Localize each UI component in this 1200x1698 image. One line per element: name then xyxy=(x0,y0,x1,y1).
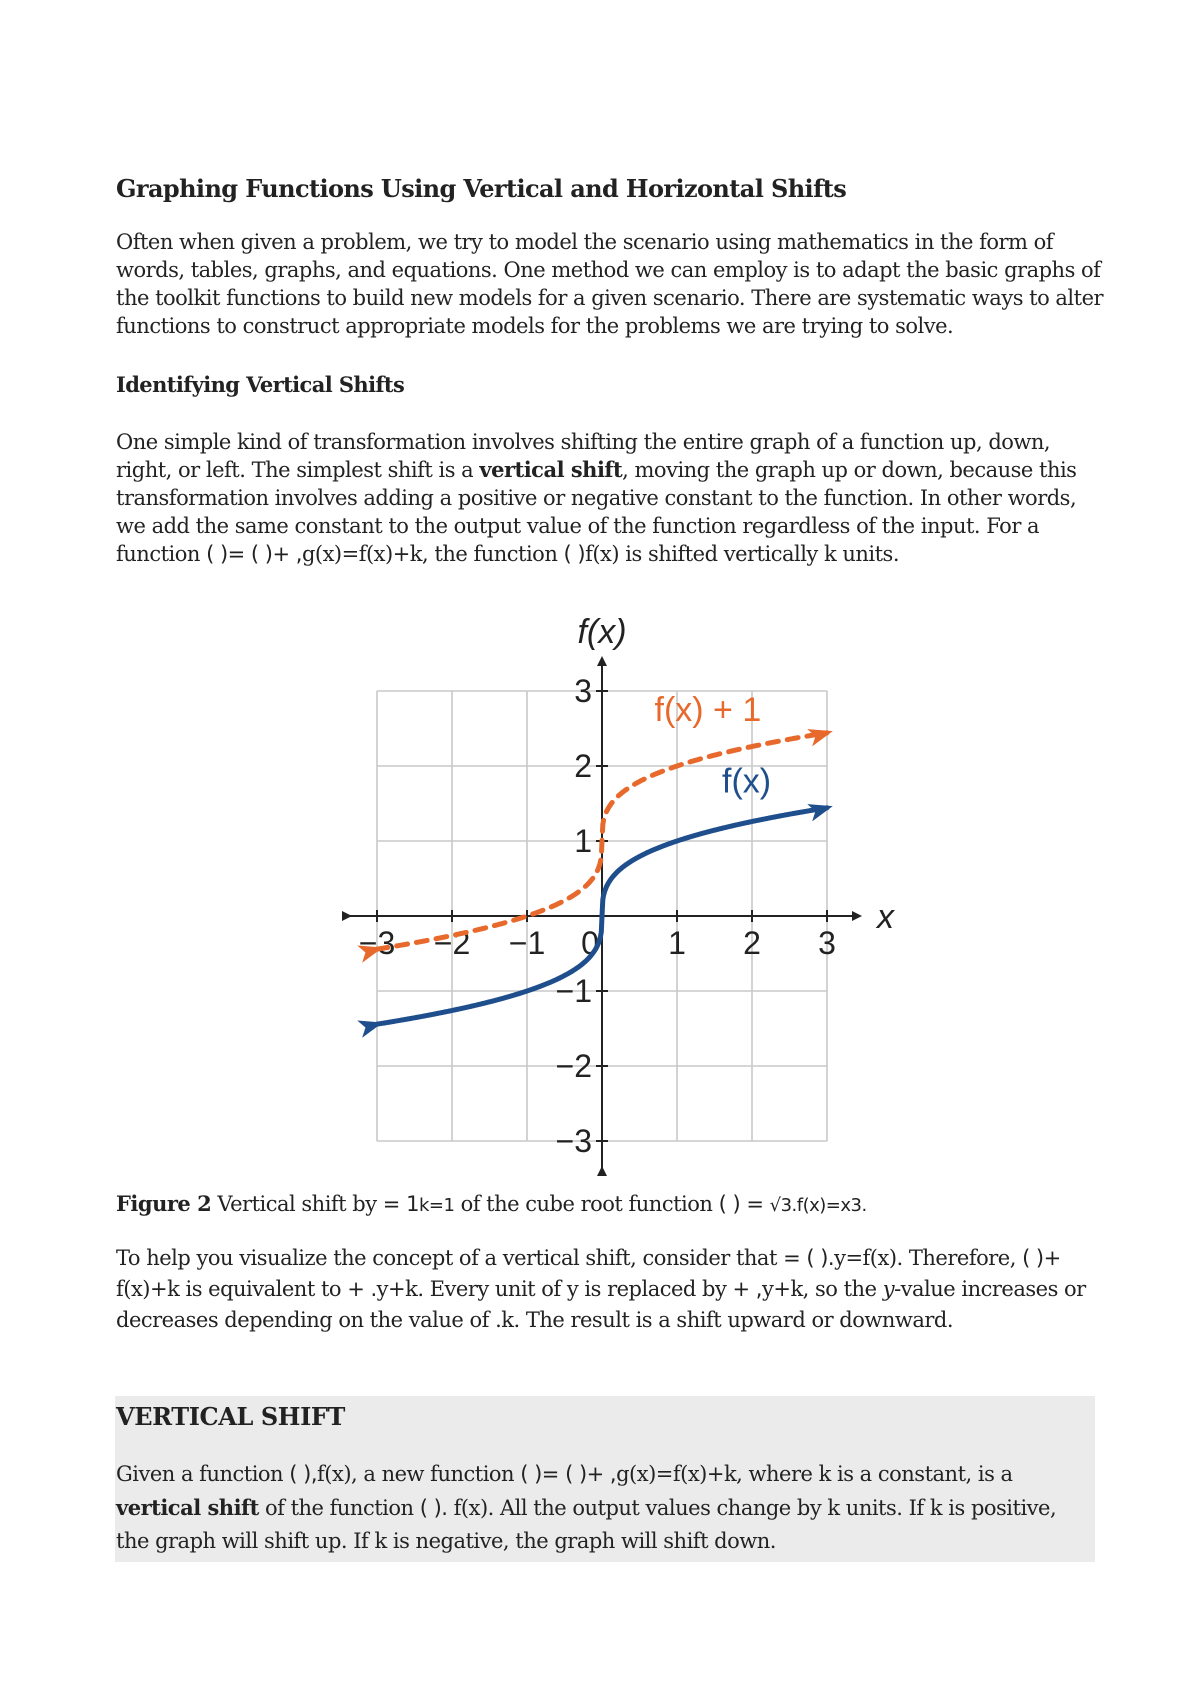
text-run: of the cube root function xyxy=(454,1192,719,1216)
x-tick-label: 2 xyxy=(743,925,761,961)
x-axis-label: x xyxy=(877,898,894,936)
text-run: One simple kind of transformation involves shifting the entire graph of a function up, down, right, or left. The simplest shift is a xyxy=(116,430,1051,482)
text-run: g(x)=f(x)+k, the function xyxy=(301,542,564,566)
text-run: y+k, so the xyxy=(761,1277,883,1301)
text-run: of the function xyxy=(258,1496,420,1520)
vertical-shift-paragraph xyxy=(116,428,1106,568)
math-glyphs: ( ), xyxy=(289,1462,318,1486)
y-tick-label: −3 xyxy=(555,1123,592,1159)
page-title: Graphing Functions Using Vertical and Horizontal Shifts xyxy=(116,174,847,203)
x-tick-label: −3 xyxy=(358,925,396,961)
y-tick-label: 1 xyxy=(574,823,592,859)
annotation-f: f(x) xyxy=(722,762,772,801)
bold-term: vertical shift xyxy=(116,1495,259,1520)
text-run: -value increases or decreases depending on the value of xyxy=(116,1277,1086,1332)
x-tick-label: 3 xyxy=(818,925,836,961)
text-run: f(x). All the output values change by xyxy=(447,1496,828,1520)
annotation-f-plus-1: f(x) + 1 xyxy=(654,691,762,729)
text-run: , moving the graph up or down, because this transformation involves adding a positive or negative constant to the function. In other words, we add the same constant to the output value of the function regardless of the input. For a function xyxy=(116,458,1077,566)
x-tick-label: 1 xyxy=(668,925,686,961)
math-small: √3.f(x)=x3. xyxy=(769,1195,867,1216)
chart xyxy=(330,600,894,1200)
text-run: To help you visualize the concept of a vertical shift, consider that xyxy=(116,1246,784,1270)
x-tick-label: −2 xyxy=(433,925,471,961)
text-run: y is replaced by xyxy=(566,1277,733,1301)
callout-title: VERTICAL SHIFT xyxy=(116,1402,346,1431)
math-glyphs: ( ) xyxy=(563,542,586,566)
math-glyphs: + . xyxy=(347,1277,377,1301)
text-run: y=f(x). Therefore, xyxy=(834,1246,1023,1270)
math-glyphs: ( ). xyxy=(419,1496,448,1520)
text-run: y+k. Every unit of xyxy=(376,1277,567,1301)
math-small: k=1 xyxy=(418,1195,455,1216)
text-run: .k. The result is a shift upward or downward. xyxy=(495,1308,954,1332)
x-tick-label: −1 xyxy=(508,925,546,961)
text-run: k units. If xyxy=(827,1496,930,1520)
text-run: k is a constant, is a xyxy=(818,1462,1013,1486)
text-run: f(x) is shifted vertically xyxy=(585,542,824,566)
text-run: k is negative, the graph will shift down. xyxy=(374,1529,776,1553)
text-run: f(x)+k is equivalent to xyxy=(116,1277,348,1301)
y-tick-label: −1 xyxy=(555,973,592,1009)
figure-label: Figure 2 xyxy=(116,1191,212,1216)
y-tick-label: 3 xyxy=(574,673,592,709)
math-glyphs: ( )= ( )+ , xyxy=(520,1462,617,1486)
math-glyphs: + , xyxy=(732,1277,762,1301)
y-axis-label: f(x) xyxy=(577,613,627,651)
text-run: Vertical shift by xyxy=(211,1192,383,1216)
intro-paragraph: Often when given a problem, we try to model the scenario using mathematics in the form of words, tables, graphs, and equations. One method we can employ is to adapt the basic graphs of the toolkit functions to build new models for a given scenario. There are systematic ways to alter functions to construct appropriate models for the problems we are trying to solve. xyxy=(116,230,1104,338)
text-run: k is positive, the graph will shift up. If xyxy=(116,1496,1057,1553)
chart-labels xyxy=(577,613,895,936)
text-run: k units. xyxy=(823,542,900,566)
bold-term: vertical shift xyxy=(479,457,623,482)
italic-term: y xyxy=(882,1277,895,1301)
x-tick-label: 0 xyxy=(581,925,599,961)
y-tick-label: 2 xyxy=(574,748,592,784)
callout-body xyxy=(116,1458,1091,1558)
math-glyphs: = ( ). xyxy=(783,1246,835,1270)
figure-caption xyxy=(116,1190,1106,1220)
y-tick-label: −2 xyxy=(555,1048,592,1084)
section-heading: Identifying Vertical Shifts xyxy=(116,372,405,397)
math-glyphs: ( )= ( )+ , xyxy=(206,542,302,566)
math-glyphs: = 1 xyxy=(382,1192,419,1216)
visualize-paragraph xyxy=(116,1243,1106,1336)
text-run: g(x)=f(x)+k, where xyxy=(616,1462,819,1486)
text-run: Given a function xyxy=(116,1462,290,1486)
text-run: f(x), a new function xyxy=(317,1462,521,1486)
math-glyphs: ( ) = xyxy=(718,1192,770,1216)
math-glyphs: ( )+ xyxy=(1022,1246,1061,1270)
